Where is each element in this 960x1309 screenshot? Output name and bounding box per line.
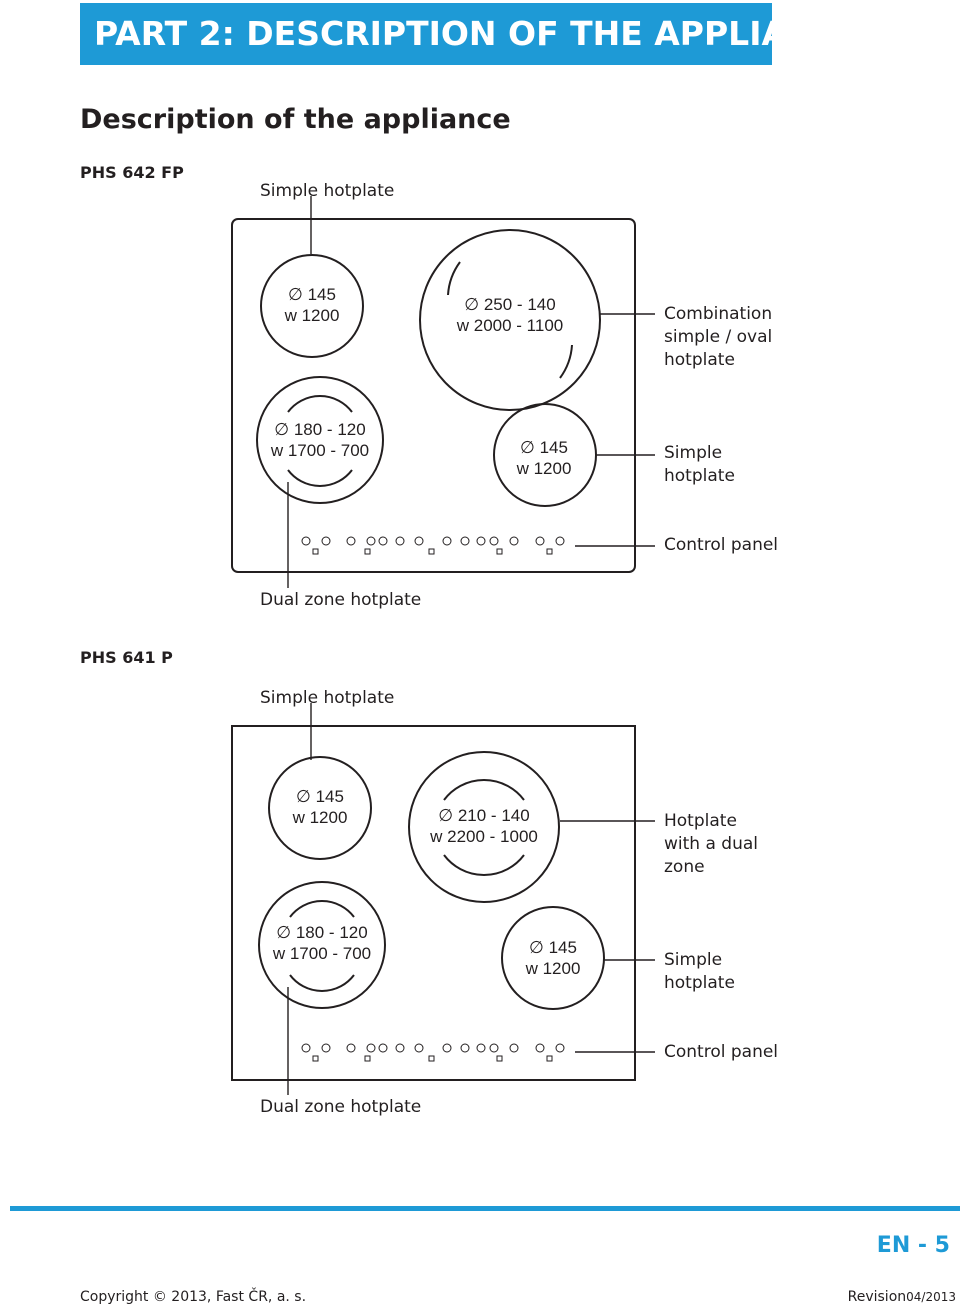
footer-divider [10,1206,960,1211]
inner-arc [444,855,524,875]
hob-outline [232,726,635,1080]
copyright: Copyright © 2013, Fast ČR, a. s. [80,1289,307,1305]
top-label: Simple hotplate [260,688,395,708]
zone-label: ∅ 180 - 120 w 1700 - 700 [270,420,370,460]
revision-value: 04/2013 [906,1290,956,1304]
callout-simple: Simple hotplate [664,443,735,486]
top-label: Simple hotplate [260,181,395,201]
inner-arc [290,975,354,991]
zone-label: ∅ 145 w 1200 [284,285,340,325]
callout-control-panel: Control panel [664,1042,779,1062]
callout-dual-zone: Hotplate with a dual zone [664,811,758,877]
inner-arc [290,901,354,917]
page-title: Description of the appliance [80,104,511,135]
zone-label: ∅ 210 - 140 w 2200 - 1000 [430,806,538,846]
model-name: PHS 642 FP [80,163,184,182]
bottom-label: Dual zone hotplate [260,1097,422,1117]
page-number: EN - 5 [876,1233,950,1258]
zone-label: ∅ 145 w 1200 [292,787,348,827]
callout-simple: Simple hotplate [664,950,735,993]
bottom-label: Dual zone hotplate [260,590,422,610]
zone-label: ∅ 250 - 140 w 2000 - 1100 [456,295,564,335]
revision-label: Revision [847,1289,907,1305]
zone-label: ∅ 145 w 1200 [516,438,572,478]
zone-label: ∅ 145 w 1200 [525,938,581,978]
revision [848,1289,956,1305]
zone-label: ∅ 180 - 120 w 1700 - 700 [272,923,372,963]
inner-arc [444,780,524,800]
control-panel [302,1044,564,1061]
model-name: PHS 641 P [80,648,173,667]
section-banner: PART 2: DESCRIPTION OF THE APPLIANCE [80,3,772,65]
callout-combination: Combination simple / oval hotplate [664,304,773,370]
callout-control-panel: Control panel [664,535,779,555]
